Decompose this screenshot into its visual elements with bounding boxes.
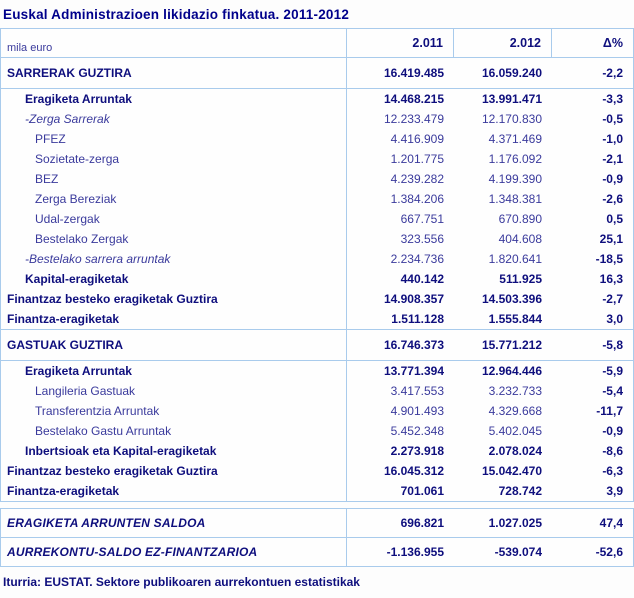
value-2012: 16.059.240 (481, 66, 542, 80)
value-2012: 15.042.470 (481, 464, 542, 478)
row-label: Eragiketa Arruntak (1, 361, 347, 381)
table-header-row (1, 29, 633, 58)
table-row (1, 249, 633, 269)
row-label: Finantza-eragiketak (1, 481, 347, 501)
row-label: Finantza-eragiketak (1, 309, 347, 329)
value-2012: 3.232.733 (488, 384, 542, 398)
row-label: Bestelako Gastu Arruntak (1, 421, 347, 441)
value-delta: -2,6 (602, 192, 623, 206)
row-label: GASTUAK GUZTIRA (1, 330, 347, 360)
value-2012: 15.771.212 (481, 338, 542, 352)
table-row (1, 461, 633, 481)
row-label: PFEZ (1, 129, 347, 149)
value-2012: 14.503.396 (481, 292, 542, 306)
column-header-2012: 2.012 (454, 29, 552, 57)
value-2012: 2.078.024 (488, 444, 542, 458)
balance-row (1, 538, 633, 566)
row-label: ERAGIKETA ARRUNTEN SALDOA (1, 509, 347, 537)
value-delta: -3,3 (602, 92, 623, 106)
value-2012: 670.890 (498, 212, 542, 226)
value-2012: 4.199.390 (488, 172, 542, 186)
row-label: Bestelako Zergak (1, 229, 347, 249)
row-label: AURREKONTU-SALDO EZ-FINANTZARIOA (1, 538, 347, 566)
value-2011: 12.233.479 (383, 112, 444, 126)
table-row (1, 329, 633, 361)
table-row (1, 169, 633, 189)
row-label: BEZ (1, 169, 347, 189)
value-2012: 728.742 (498, 484, 542, 498)
value-2011: 1.384.206 (390, 192, 444, 206)
row-label: Finantzaz besteko eragiketak Guztira (1, 461, 347, 481)
row-label: Eragiketa Arruntak (1, 89, 347, 109)
value-2012: 5.402.045 (488, 424, 542, 438)
table-row (1, 421, 633, 441)
value-delta: -18,5 (595, 252, 623, 266)
source-note: Iturria: EUSTAT. Sektore publikoaren aurrekontuen estatistikak (3, 575, 360, 589)
value-delta: 25,1 (599, 232, 623, 246)
value-2011: 4.239.282 (390, 172, 444, 186)
value-2012: 511.925 (499, 272, 542, 286)
value-delta: -2,1 (602, 152, 623, 166)
table-row (1, 149, 633, 169)
row-label: -Bestelako sarrera arruntak (1, 249, 347, 269)
table-row (1, 481, 633, 501)
value-2011: 14.468.215 (383, 92, 444, 106)
table-row (1, 361, 633, 381)
table-row (1, 58, 633, 89)
row-label: Sozietate-zerga (1, 149, 347, 169)
value-delta: 0,5 (606, 212, 623, 226)
value-2012: 1.176.092 (488, 152, 542, 166)
row-label: Langileria Gastuak (1, 381, 347, 401)
value-2011: 701.061 (400, 484, 444, 498)
value-delta: 16,3 (599, 272, 623, 286)
value-2011: 2.234.736 (390, 252, 444, 266)
value-2012: 1.555.844 (488, 312, 542, 326)
value-2011: 16.045.312 (383, 464, 444, 478)
row-label: Udal-zergak (1, 209, 347, 229)
report-title: Euskal Administrazioen likidazio finkatua. 2011-2012 (3, 7, 350, 22)
table-row (1, 229, 633, 249)
table-row (1, 129, 633, 149)
table-row (1, 109, 633, 129)
value-2011: 3.417.553 (390, 384, 444, 398)
table-body (1, 58, 633, 501)
value-delta: 3,9 (606, 484, 623, 498)
value-2011: 667.751 (400, 212, 444, 226)
value-2011: 5.452.348 (390, 424, 444, 438)
value-delta: -6,3 (602, 464, 623, 478)
value-delta: 47,4 (599, 516, 623, 530)
value-2012: 13.991.471 (481, 92, 542, 106)
value-2012: 404.608 (498, 232, 542, 246)
value-delta: -2,2 (602, 66, 623, 80)
value-2012: 1.027.025 (488, 516, 542, 530)
table-row (1, 309, 633, 329)
table-row (1, 441, 633, 461)
value-2012: 4.371.469 (488, 132, 542, 146)
value-2011: 440.142 (400, 272, 444, 286)
value-2012: 4.329.668 (488, 404, 542, 418)
table-row (1, 209, 633, 229)
column-header-2011: 2.011 (347, 29, 454, 57)
row-label: SARRERAK GUZTIRA (1, 58, 347, 88)
value-delta: -2,7 (602, 292, 623, 306)
value-2011: 2.273.918 (390, 444, 444, 458)
value-2012: 1.348.381 (488, 192, 542, 206)
value-delta: -0,9 (602, 424, 623, 438)
table-row (1, 269, 633, 289)
value-2011: 16.746.373 (383, 338, 444, 352)
value-2012: 12.170.830 (481, 112, 542, 126)
value-2011: 323.556 (400, 232, 444, 246)
value-2011: 16.419.485 (383, 66, 444, 80)
value-delta: 3,0 (606, 312, 623, 326)
value-delta: -52,6 (595, 545, 623, 559)
main-table (0, 28, 634, 502)
value-delta: -5,8 (602, 338, 623, 352)
row-label: Transferentzia Arruntak (1, 401, 347, 421)
balance-table (0, 508, 634, 567)
value-delta: -5,9 (602, 364, 623, 378)
value-2011: -1.136.955 (386, 545, 444, 559)
value-delta: -0,9 (602, 172, 623, 186)
row-label: Inbertsioak eta Kapital-eragiketak (1, 441, 347, 461)
value-2011: 1.511.128 (391, 312, 444, 326)
value-2012: 1.820.641 (488, 252, 542, 266)
value-2011: 14.908.357 (383, 292, 444, 306)
table-row (1, 381, 633, 401)
value-2011: 13.771.394 (383, 364, 444, 378)
value-2011: 696.821 (400, 516, 444, 530)
table-row (1, 289, 633, 309)
table-row (1, 89, 633, 109)
column-header-delta: Δ% (602, 36, 623, 50)
value-delta: -0,5 (602, 112, 623, 126)
table-row (1, 401, 633, 421)
value-2011: 4.416.909 (390, 132, 444, 146)
row-label: Zerga Bereziak (1, 189, 347, 209)
value-delta: -11,7 (596, 404, 623, 418)
value-2011: 1.201.775 (390, 152, 444, 166)
value-2012: 12.964.446 (481, 364, 542, 378)
value-2011: 4.901.493 (390, 404, 444, 418)
value-delta: -5,4 (602, 384, 623, 398)
value-delta: -1,0 (602, 132, 623, 146)
row-label: -Zerga Sarrerak (1, 109, 347, 129)
value-delta: -8,6 (602, 444, 623, 458)
row-label: Kapital-eragiketak (1, 269, 347, 289)
table-row (1, 189, 633, 209)
value-2012: -539.074 (494, 545, 542, 559)
row-label: Finantzaz besteko eragiketak Guztira (1, 289, 347, 309)
unit-label: mila euro (1, 29, 347, 57)
balance-row (1, 509, 633, 538)
